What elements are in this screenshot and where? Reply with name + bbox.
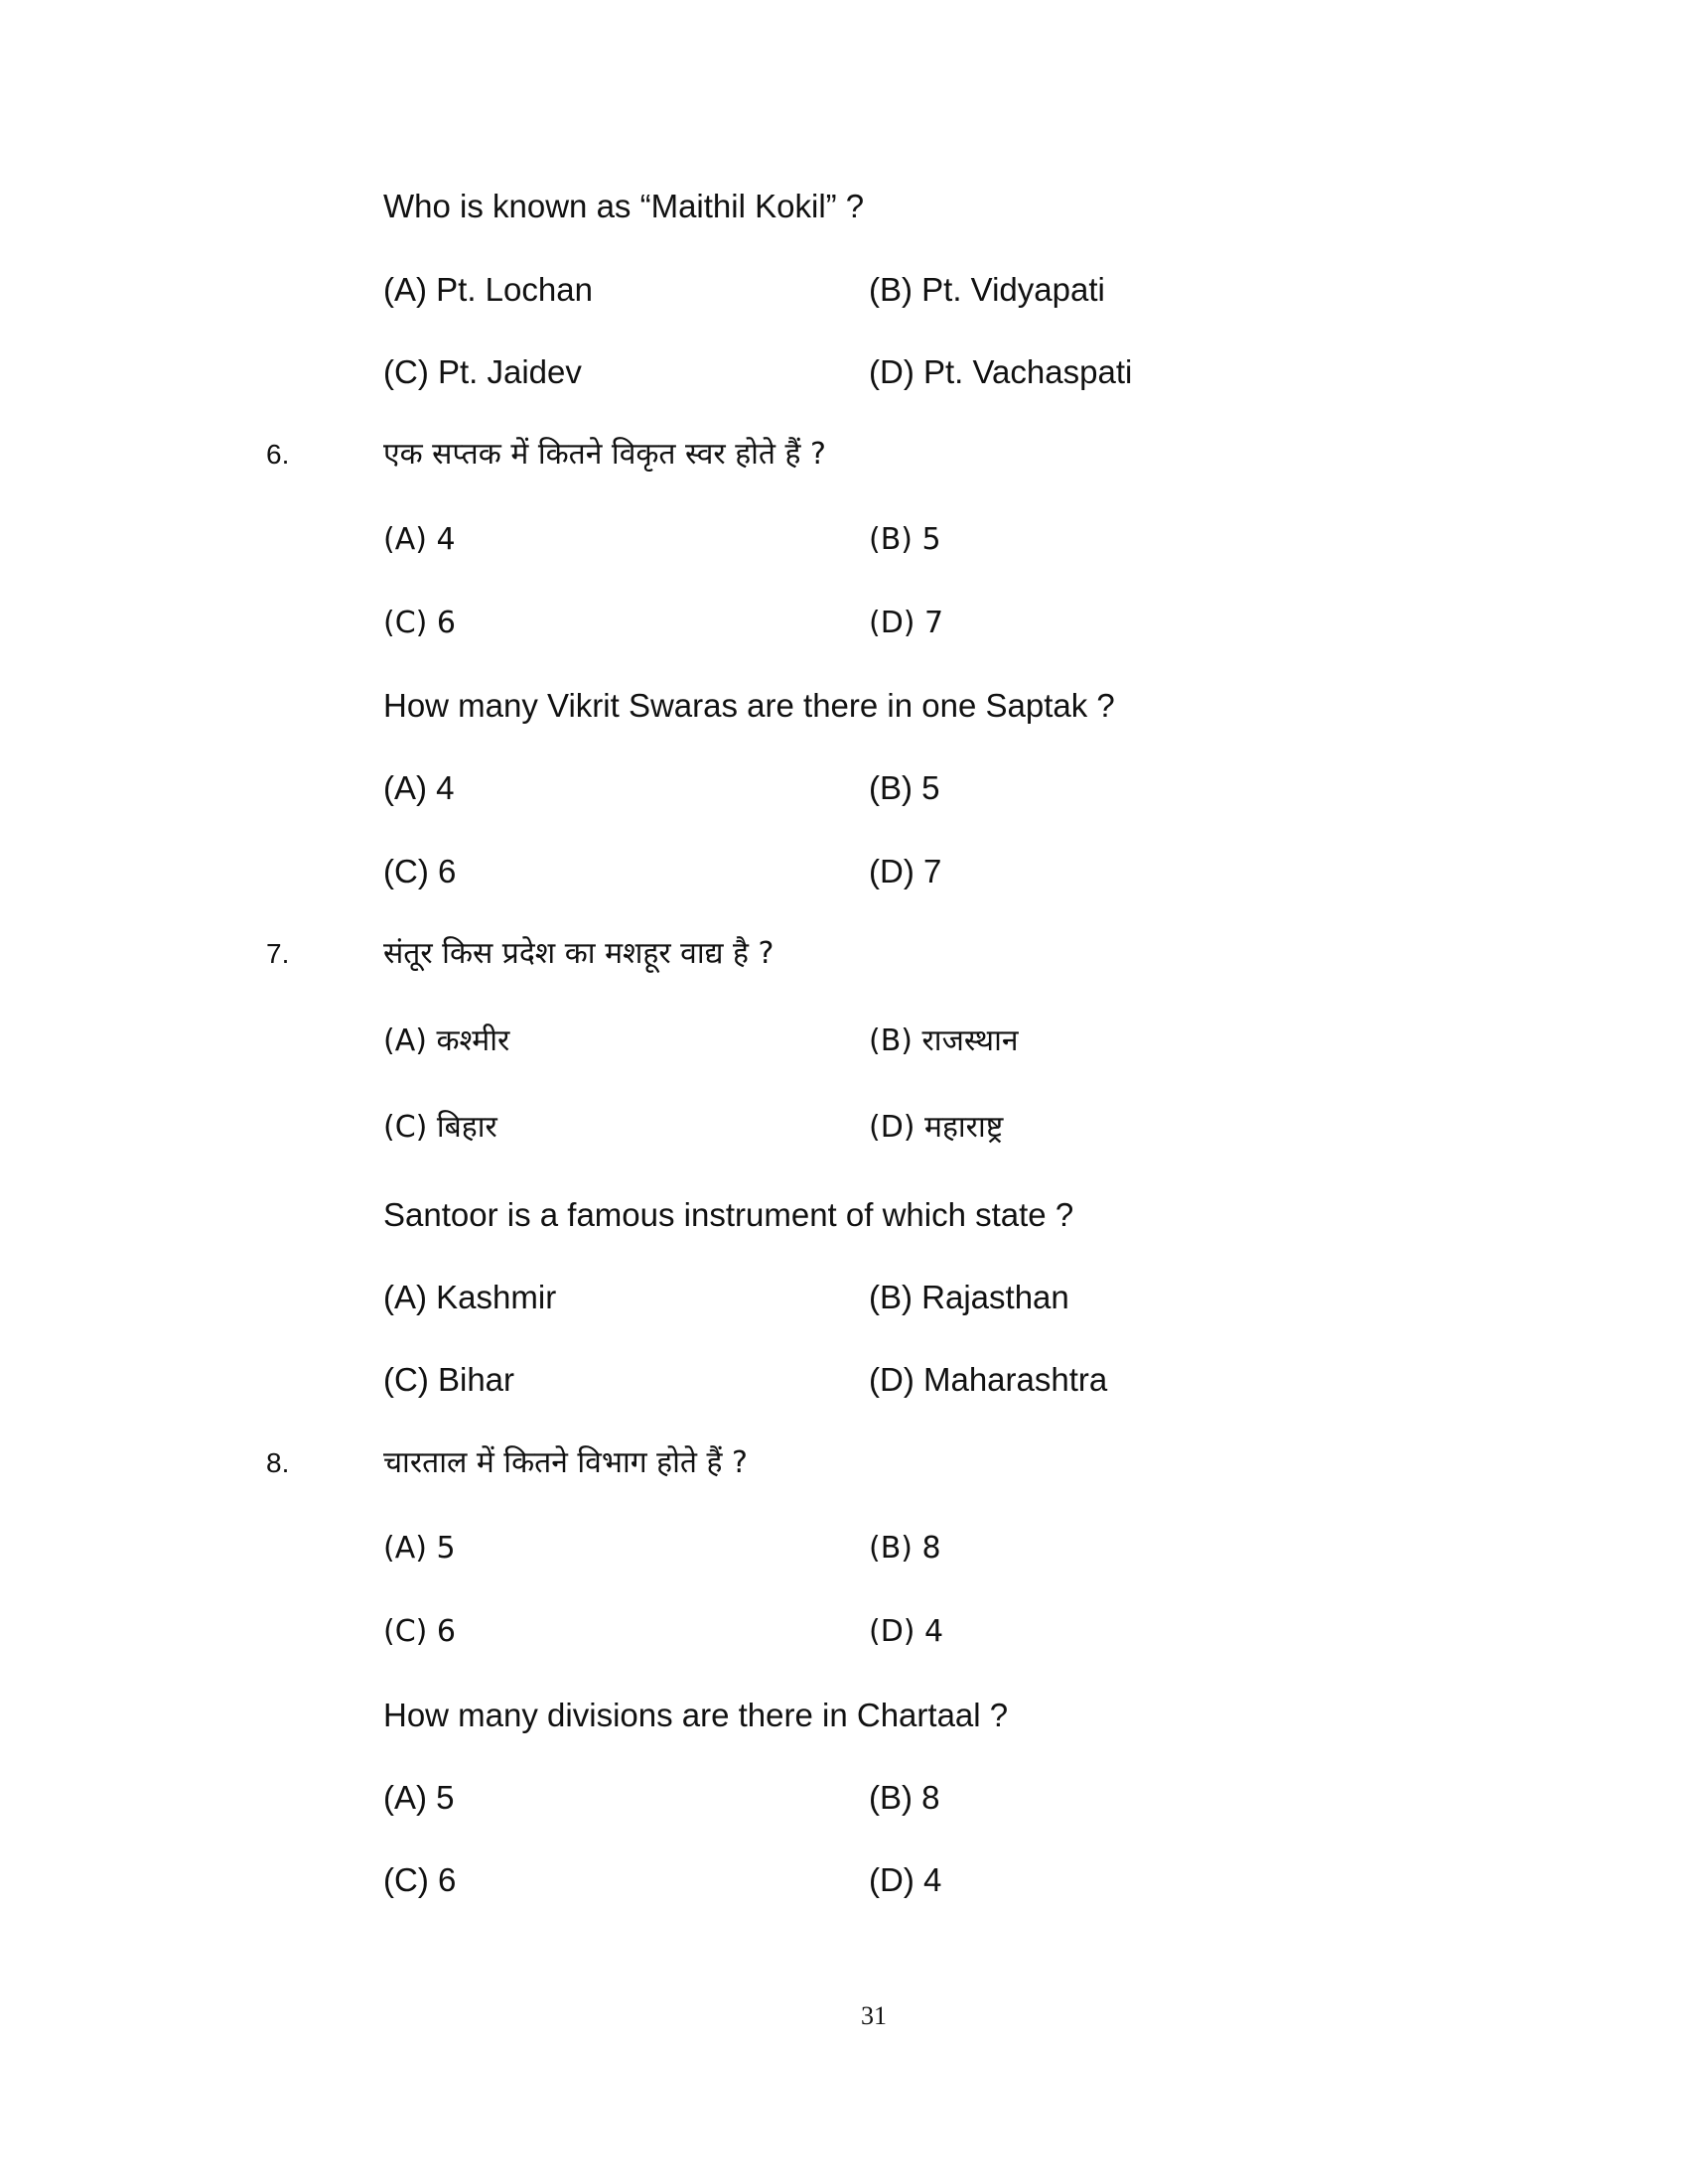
answer-option: (A) कश्मीर <box>383 1024 510 1058</box>
answer-option: (B) 5 <box>869 769 940 806</box>
answer-option: (A) Pt. Lochan <box>383 271 593 308</box>
answer-option: (C) 6 <box>383 606 456 640</box>
answer-option: (D) 7 <box>869 853 942 889</box>
answer-option: (D) Maharashtra <box>869 1361 1108 1398</box>
answer-option: (D) महाराष्ट्र <box>869 1110 1004 1145</box>
answer-option: (B) Pt. Vidyapati <box>869 271 1105 308</box>
answer-option: (A) Kashmir <box>383 1279 557 1315</box>
question-text: संतूर किस प्रदेश का मशहूर वाद्य है ? <box>383 936 774 971</box>
answer-option: (D) 4 <box>869 1614 944 1649</box>
question-number: 7. <box>266 938 290 969</box>
page-number: 31 <box>861 2001 887 2030</box>
answer-option: (B) 8 <box>869 1531 941 1566</box>
answer-option: (B) राजस्थान <box>869 1024 1019 1058</box>
question-number: 8. <box>266 1447 290 1478</box>
question-text: एक सप्तक में कितने विकृत स्वर होते हैं ? <box>383 437 826 472</box>
answer-option: (C) 6 <box>383 1614 456 1649</box>
answer-option: (B) 8 <box>869 1779 940 1816</box>
answer-option: (C) बिहार <box>383 1110 497 1145</box>
question-text: How many divisions are there in Chartaal ? <box>383 1697 1009 1733</box>
answer-option: (C) Bihar <box>383 1361 515 1398</box>
answer-option: (D) 7 <box>869 606 944 640</box>
answer-option: (B) Rajasthan <box>869 1279 1069 1315</box>
answer-option: (A) 4 <box>383 769 455 806</box>
answer-option: (D) 4 <box>869 1861 942 1898</box>
question-text: How many Vikrit Swaras are there in one Saptak ? <box>383 687 1115 724</box>
answer-option: (A) 5 <box>383 1779 455 1816</box>
answer-option: (A) 5 <box>383 1531 456 1566</box>
question-text: Who is known as “Maithil Kokil” ? <box>383 188 865 224</box>
answer-option: (D) Pt. Vachaspati <box>869 353 1133 390</box>
question-text: चारताल में कितने विभाग होते हैं ? <box>383 1445 748 1480</box>
answer-option: (C) 6 <box>383 853 457 889</box>
answer-option: (B) 5 <box>869 522 941 557</box>
answer-option: (C) 6 <box>383 1861 457 1898</box>
question-number: 6. <box>266 439 290 470</box>
answer-option: (A) 4 <box>383 522 456 557</box>
answer-option: (C) Pt. Jaidev <box>383 353 582 390</box>
question-text: Santoor is a famous instrument of which state ? <box>383 1196 1074 1233</box>
